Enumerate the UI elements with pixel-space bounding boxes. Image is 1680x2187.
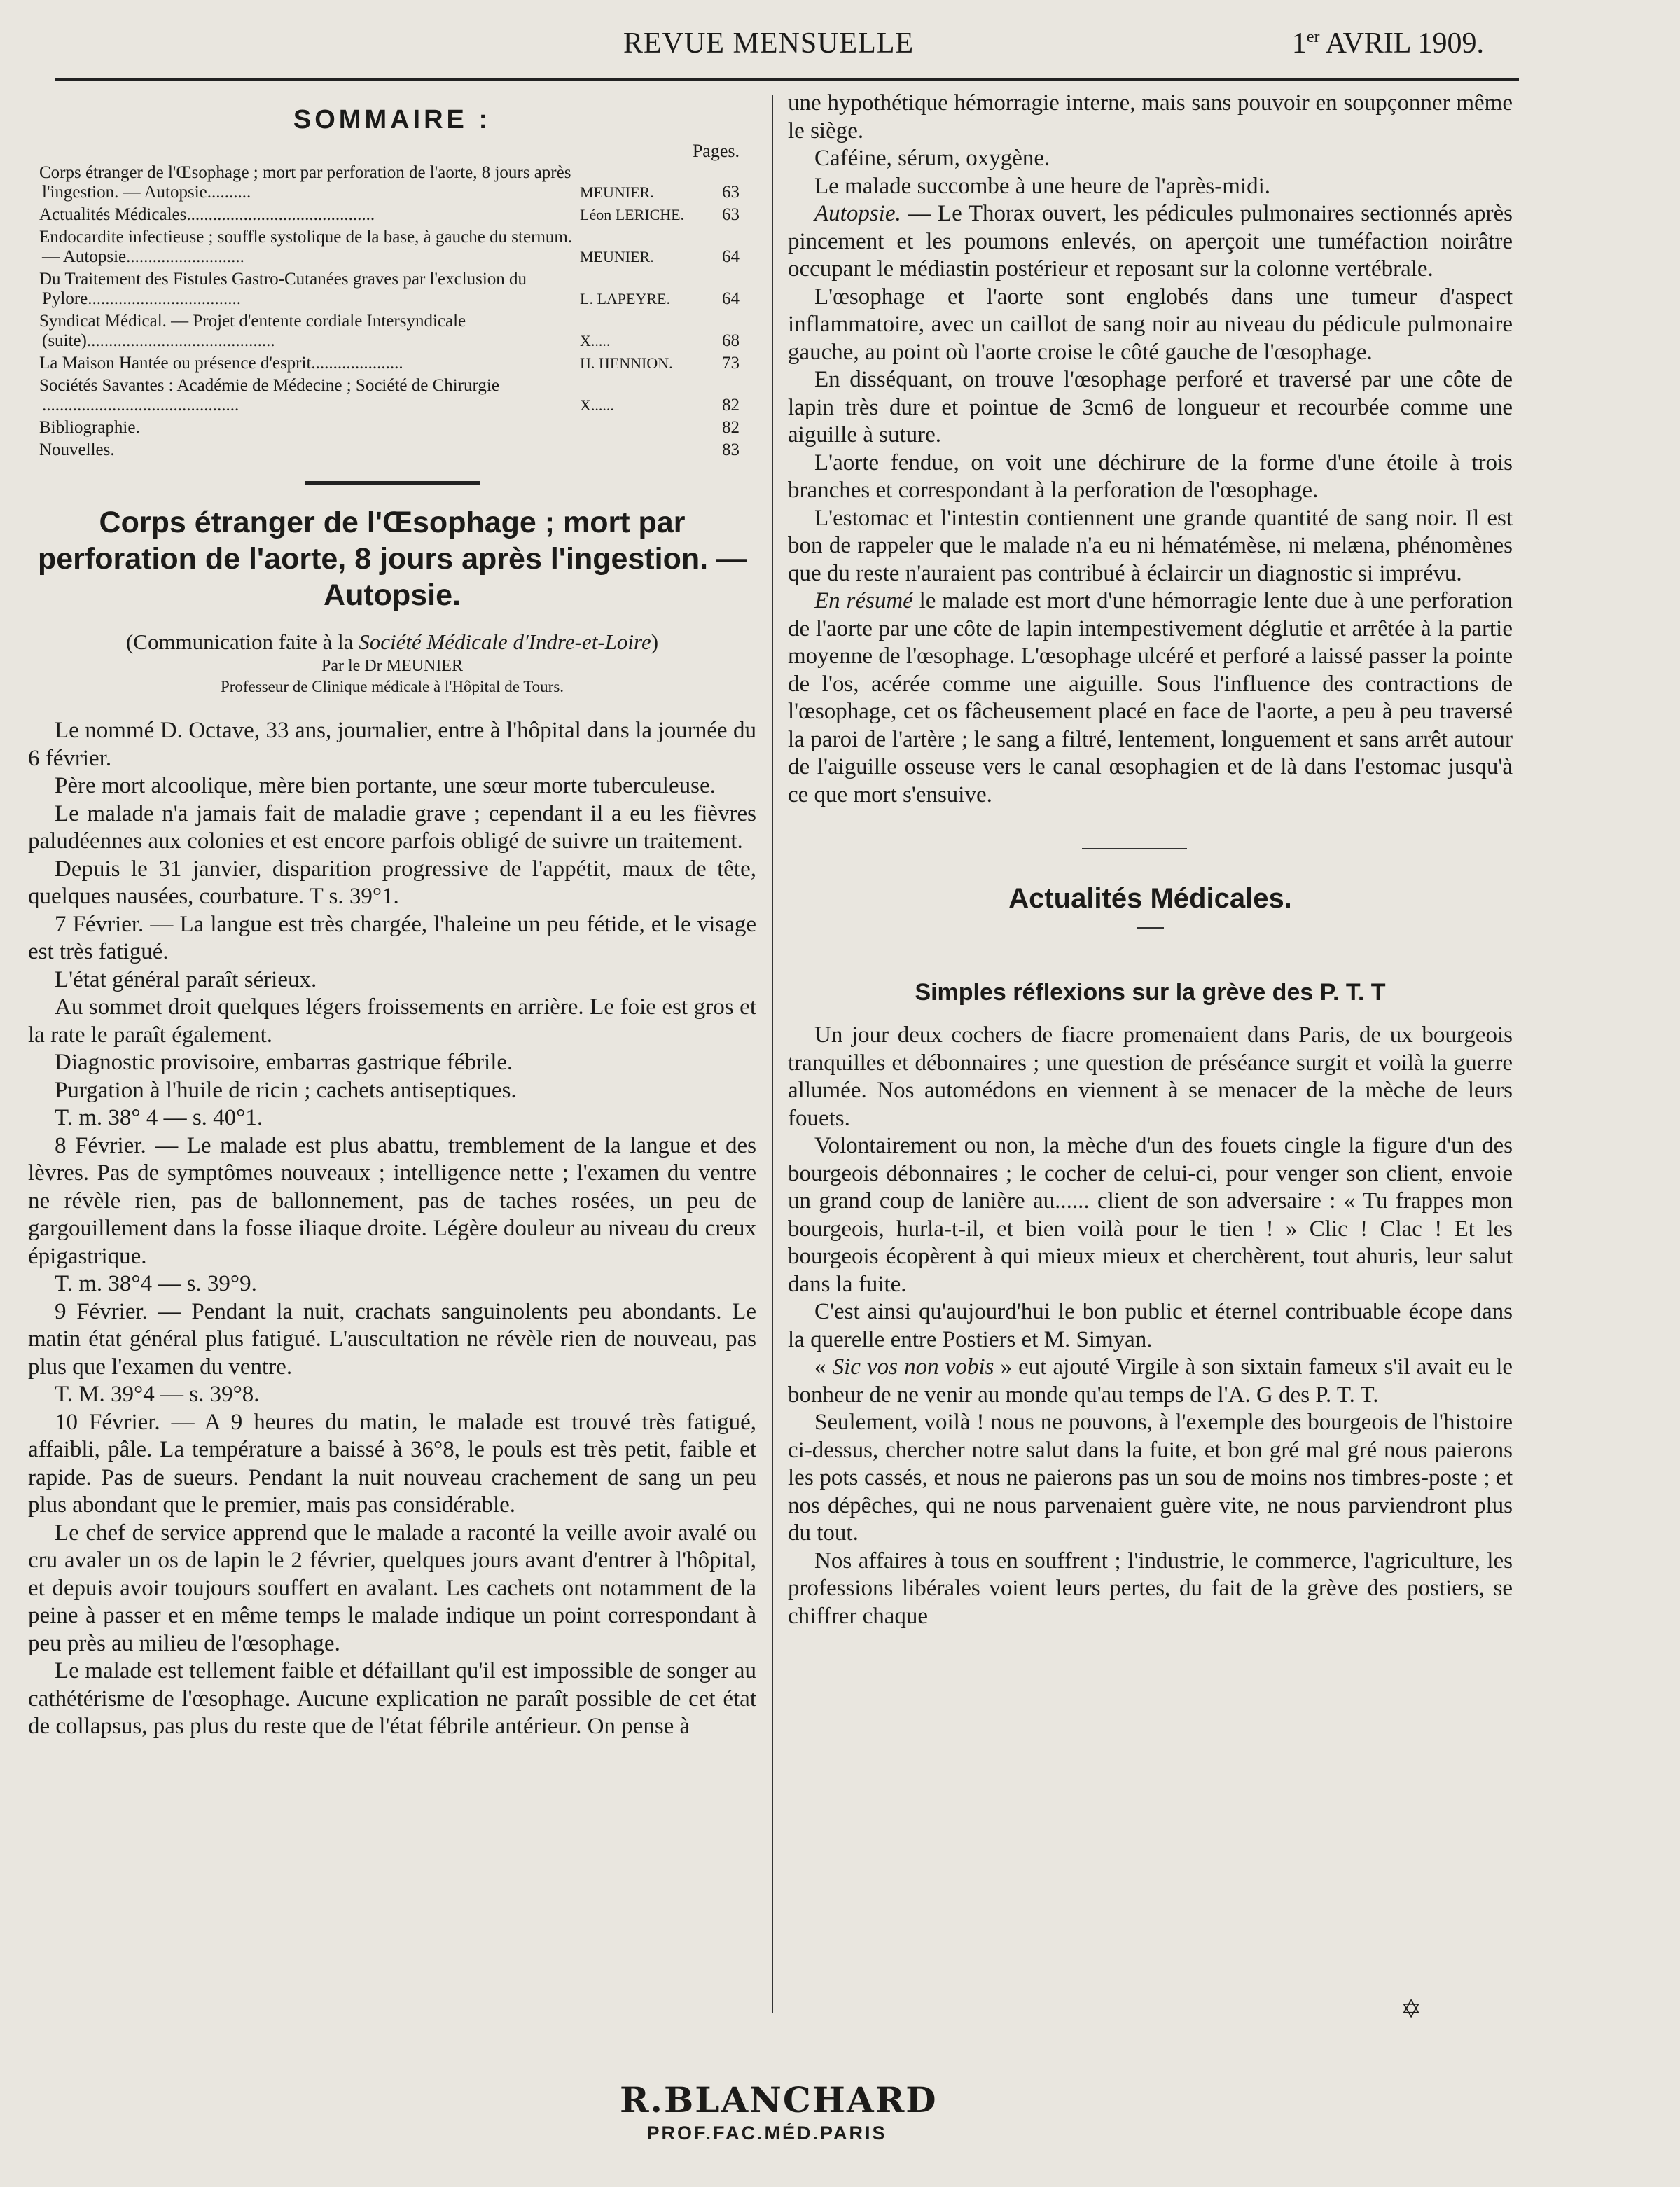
- article-title: Corps étranger de l'Œsophage ; mort par perforation de l'aorte, 8 jours après l'ingestion. — Autopsie.: [37, 506, 747, 612]
- toc-page: 68: [722, 331, 740, 350]
- latin-quote: Sic vos non vobis: [832, 1354, 994, 1380]
- paragraph: Le malade n'a jamais fait de maladie grave ; cependant il a eu les fièvres paludéennes aux colonies et est encore parfois obligé de suivre un traitement.: [28, 800, 756, 854]
- actualites-subtitle: Simples réflexions sur la grève des P. T. T: [915, 979, 1386, 1006]
- paragraph: 8 Février. — Le malade est plus abattu, tremblement de la langue et des lèvres. Pas de symptômes nouveaux ; intelligence nette ; l'examen du ventre ne révèle rien, pas de ballonnement, pas de taches rosées, un peu de gargouillement dans la fosse iliaque droite. Légère douleur au niveau du creux épigastrique.: [28, 1132, 756, 1269]
- toc-entry: [28, 163, 756, 205]
- paragraph: L'œsophage et l'aorte sont englobés dans une tumeur d'aspect inflammatoire, avec un caillot de sang noir au niveau du pédicule pulmonaire gauche, au point où l'aorte croise le côté gauche de l'œsophage.: [788, 284, 1513, 365]
- paragraph: Depuis le 31 janvier, disparition progressive de l'appétit, maux de tête, quelques nausées, courbature. T s. 39°1.: [28, 856, 756, 909]
- quote-open: «: [814, 1354, 833, 1380]
- section-rule: [305, 481, 480, 485]
- page-header: [56, 27, 1484, 60]
- paragraph: C'est ainsi qu'aujourd'hui le bon public et éternel contribuable écope dans la querelle entre Postiers et M. Simyan.: [788, 1299, 1513, 1352]
- paragraph: Seulement, voilà ! nous ne pouvons, à l'exemple des bourgeois de l'histoire ci-dessus, chercher notre salut dans la fuite, et bon gré mal gré nous paierons les pots cassés, et nous ne paierons pas un sou de moins nos timbres-poste ; et nos dépêches, qui ne nous parvenaient guère vite, ne nous parviendront plus du tout.: [788, 1410, 1513, 1546]
- paragraph: Purgation à l'huile de ricin ; cachets antiseptiques.: [55, 1077, 517, 1103]
- paragraph: 9 Février. — Pendant la nuit, crachats sanguinolents peu abondants. Le matin état général plus fatigué. L'auscultation ne révèle rien de nouveau, pas plus que l'examen du ventre.: [28, 1298, 756, 1380]
- toc-author: X......: [580, 396, 614, 414]
- section-rule: [1082, 848, 1187, 849]
- society-name: Société Médicale d'Indre-et-Loire: [359, 630, 651, 654]
- toc-title: Endocardite infectieuse ; souffle systolique de la base, à gauche du sternum. — Autopsie...........................: [39, 228, 573, 266]
- toc-page: 63: [722, 183, 740, 202]
- toc-title: Corps étranger de l'Œsophage ; mort par perforation de l'aorte, 8 jours après l'ingestion. — Autopsie..........: [39, 163, 571, 202]
- paragraph: 10 Février. — A 9 heures du matin, le malade est trouvé très fatigué, affaibli, pâle. La température a baissé à 36°8, le pouls est très petit, faible et rapide. Pas de sueurs. Pendant la nuit nouveau crachement de sang un peu plus abondant que le premier, mais pas considérable.: [28, 1409, 756, 1518]
- paragraph: Le chef de service apprend que le malade a raconté la veille avoir avalé ou cru avaler un os de lapin le 2 février, quelques jours avant d'entrer à l'hôpital, et depuis avoir toujours souffert en avalant. Les cachets ont notamment de la peine à passer et en même temps le malade indique un point correspondant à peu près au milieu de l'œsophage.: [28, 1520, 756, 1656]
- toc-title: Syndicat Médical. — Projet d'entente cordiale Intersyndicale (suite)...........................................: [39, 312, 466, 350]
- toc-title: Nouvelles.: [39, 440, 115, 459]
- toc-title: La Maison Hantée ou présence d'esprit.....................: [39, 354, 403, 373]
- paragraph: [788, 588, 1513, 809]
- left-column: [28, 90, 756, 1741]
- stamp-affiliation: PROF.FAC.MÉD.PARIS: [646, 2123, 887, 2144]
- paragraph: Le malade succombe à une heure de l'après-midi.: [814, 173, 1270, 199]
- toc-entry: [28, 376, 756, 418]
- toc-entry: [28, 270, 756, 312]
- paragraph: Nos affaires à tous en souffrent ; l'industrie, le commerce, l'agriculture, les professions libérales voient leurs pertes, du fait de la grève des postiers, se chiffrer chaque: [788, 1548, 1513, 1629]
- toc-page: 73: [722, 354, 740, 373]
- author-affiliation: Professeur de Clinique médicale à l'Hôpital de Tours.: [220, 678, 564, 695]
- toc-entry: [28, 228, 756, 270]
- pages-label: Pages.: [692, 141, 740, 161]
- toc-entry: [28, 354, 756, 376]
- communication-note: [28, 629, 756, 655]
- toc-entry: [28, 440, 756, 463]
- paragraph: Diagnostic provisoire, embarras gastrique fébrile.: [55, 1050, 513, 1075]
- paragraph: Volontairement ou non, la mèche d'un des fouets cingle la figure d'un des bourgeois débonnaires ; le cocher de celui-ci, pour venger son client, envoie un grand coup de lanière au...... client de son adversaire : « Tu frappes mon bourgeois, hurla-t-il, et bien voilà pour le tien ! » Clic ! Clac ! Et les bourgeois écopèrent à qui mieux mieux et cherchèrent, tout ahuris, leur salut dans la fuite.: [788, 1133, 1513, 1297]
- paragraph: L'état général paraît sérieux.: [55, 966, 317, 992]
- paragraph: L'estomac et l'intestin contiennent une grande quantité de sang noir. Il est bon de rappeler que le malade n'a eu ni hématémèse, ni melæna, phénomènes que du reste n'auraient pas contribué à éclaircir un diagnostic si imprévu.: [788, 505, 1513, 586]
- stamp-name: R.BLANCHARD: [620, 2079, 938, 2120]
- actualites-title: Actualités Médicales.: [1008, 883, 1292, 914]
- article-body-right: [788, 90, 1513, 809]
- header-rule: [55, 78, 1519, 81]
- right-column: [788, 90, 1513, 1630]
- toc-entry: [28, 312, 756, 354]
- actualites-body: [788, 1022, 1513, 1630]
- table-of-contents: [28, 163, 756, 463]
- toc-page: 63: [722, 205, 740, 224]
- toc-title: Bibliographie.: [39, 418, 140, 437]
- paragraph: une hypothétique hémorragie interne, mais sans pouvoir en soupçonner même le siège.: [788, 90, 1513, 144]
- autopsie-label: Autopsie.: [814, 201, 901, 226]
- toc-author: H. HENNION.: [580, 354, 673, 372]
- article-body-left: [28, 717, 756, 1741]
- comm-prefix: (Communication faite à la: [125, 630, 359, 654]
- toc-page: 64: [722, 247, 740, 266]
- comm-suffix: ): [651, 630, 659, 654]
- toc-page: 64: [722, 289, 740, 308]
- paragraph: Caféine, sérum, oxygène.: [814, 146, 1050, 171]
- paragraph-text: le malade est mort d'une hémorragie lente due à une perforation de l'aorte par une côte de lapin intempestivement déglutie et arrêtée à la partie moyenne de l'œsophage. L'œsophage ulcéré et perforé a laissé passer la pointe de l'os, acérée comme une aiguille. Sous l'influence des contractions de l'œsophage, cet os fâcheusement placé en face de l'aorte, a peu à peu traversé la paroi de l'artère ; le sang a filtré, lentement, longuement et sans arrêt autour de l'aiguille osseuse vers le canal œsophagien et de là dans l'estomac jusqu'à ce que mort s'ensuive.: [788, 588, 1513, 807]
- toc-title: Sociétés Savantes : Académie de Médecine ; Société de Chirurgie .............................................: [39, 376, 499, 415]
- paragraph: T. m. 38° 4 — s. 40°1.: [55, 1105, 263, 1130]
- toc-title: Actualités Médicales...........................................: [39, 205, 375, 224]
- toc-entry: [28, 205, 756, 228]
- paragraph: T. M. 39°4 — s. 39°8.: [55, 1382, 260, 1407]
- byline: Par le Dr MEUNIER: [321, 657, 463, 675]
- column-divider: [772, 95, 773, 2013]
- toc-author: [574, 440, 713, 463]
- toc-title: Du Traitement des Fistules Gastro-Cutanées graves par l'exclusion du Pylore...................................: [39, 270, 527, 308]
- toc-page: 82: [722, 418, 740, 437]
- sommaire-title: SOMMAIRE :: [293, 105, 492, 134]
- toc-page: 82: [722, 396, 740, 415]
- paragraph: Un jour deux cochers de fiacre promenaient dans Paris, de ux bourgeois tranquilles et débonnaires ; une question de préséance surgit et voilà la guerre allumée. Nos automédons en viennent à se menacer de la mèche de leurs fouets.: [788, 1022, 1513, 1131]
- toc-author: MEUNIER.: [580, 183, 654, 201]
- paragraph: Père mort alcoolique, mère bien portante, une sœur morte tuberculeuse.: [55, 773, 716, 798]
- journal-title: REVUE MENSUELLE: [623, 27, 915, 60]
- paragraph: [788, 1354, 1513, 1409]
- paragraph: [788, 200, 1513, 284]
- toc-page: 83: [722, 440, 740, 459]
- toc-author: [574, 418, 713, 440]
- paragraph-text: » eut ajouté Virgile à son sixtain fameux s'il avait eu le bonheur de ne venir au monde qu'au temps de l'A. G des P. T. T.: [788, 1354, 1513, 1408]
- library-stamp: [620, 2079, 938, 2146]
- paragraph: En disséquant, on trouve l'œsophage perforé et traversé par une côte de lapin très dure et pointue de 3cm6 de longueur et recourbée comme une aiguille à suture.: [788, 367, 1513, 447]
- star-ornament-icon: ✡: [1401, 1995, 1422, 2023]
- date-day-suffix: er: [1306, 28, 1320, 46]
- date-month-year: AVRIL 1909.: [1319, 27, 1484, 60]
- paragraph: Le malade est tellement faible et défaillant qu'il est impossible de songer au cathétérisme de l'œsophage. Aucune explication ne paraît possible de cet état de collapsus, pas plus du reste que de l'état fébrile antérieur. On pense à: [28, 1658, 756, 1739]
- issue-date: [1292, 27, 1484, 60]
- toc-author: MEUNIER.: [580, 248, 654, 265]
- title-rule: [1137, 927, 1164, 929]
- paragraph-text: — Le Thorax ouvert, les pédicules pulmonaires sectionnés après pincement et les poumons enlevés, on aperçoit une tuméfaction noirâtre occupant le médiastin postérieur et reposant sur la colonne vertébrale.: [788, 201, 1513, 282]
- paragraph: Au sommet droit quelques légers froissements en arrière. Le foie est gros et la rate le paraît également.: [28, 994, 756, 1048]
- date-day: 1: [1291, 27, 1307, 60]
- toc-author: L. LAPEYRE.: [580, 290, 670, 307]
- toc-entry: [28, 418, 756, 440]
- resume-label: En résumé: [814, 588, 913, 613]
- paragraph: T. m. 38°4 — s. 39°9.: [55, 1271, 257, 1296]
- paragraph: 7 Février. — La langue est très chargée, l'haleine un peu fétide, et le visage est très fatigué.: [28, 911, 756, 964]
- toc-author: X.....: [580, 332, 611, 349]
- toc-author: Léon LERICHE.: [580, 206, 685, 223]
- paragraph: L'aorte fendue, on voit une déchirure de la forme d'une étoile à trois branches et correspondant à la perforation de l'œsophage.: [788, 450, 1513, 503]
- paragraph: Le nommé D. Octave, 33 ans, journalier, entre à l'hôpital dans la journée du 6 février.: [28, 718, 756, 771]
